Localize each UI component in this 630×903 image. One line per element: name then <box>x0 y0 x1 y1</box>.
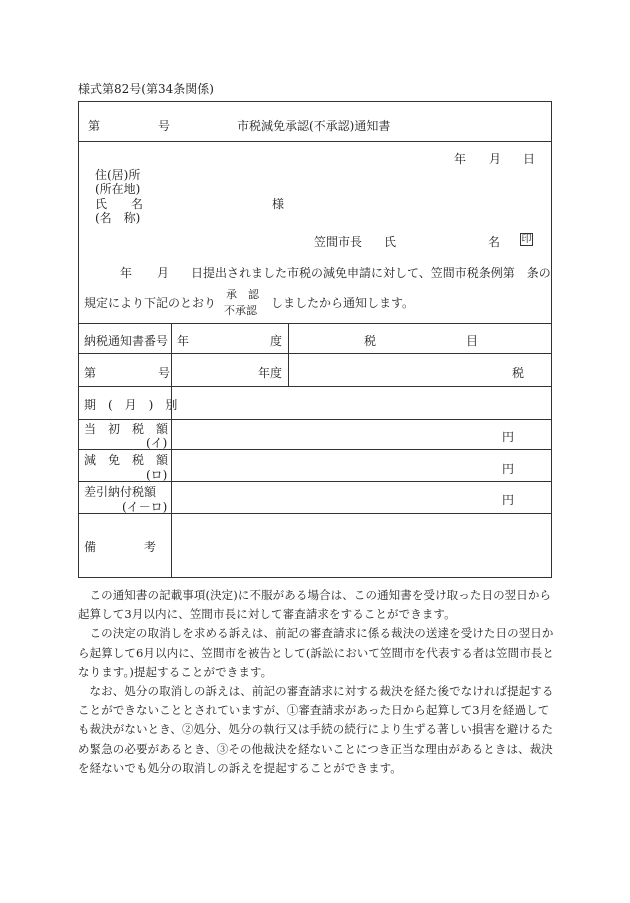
reduction-sub: (ロ) <box>146 468 168 482</box>
header-divider <box>78 141 552 142</box>
row-divider-2 <box>78 386 552 387</box>
date-month: 月 <box>489 152 502 166</box>
notice-fiscal: 度 <box>270 334 283 348</box>
header-go: 号 <box>158 119 171 133</box>
balance-sub: (イ－ロ) <box>122 500 168 514</box>
honorific-sama: 様 <box>272 197 285 211</box>
year-column-divider <box>288 323 289 386</box>
row-divider-1 <box>78 353 552 354</box>
date-day: 日 <box>523 152 536 166</box>
body-divider <box>78 323 552 324</box>
period-label: 期 ( 月 ) 別 <box>84 398 178 412</box>
approve-option: 承 認 <box>226 288 259 301</box>
notice-tax: 税 <box>364 334 377 348</box>
body-line2-start: 規定により下記のとおり <box>84 296 217 310</box>
header-dai: 第 <box>88 119 101 133</box>
initial-tax-label: 当 初 税 額 <box>84 422 169 436</box>
number-dai: 第 <box>84 366 97 380</box>
disapprove-option: 不承認 <box>224 304 257 317</box>
reduction-label: 減 免 税 額 <box>84 453 169 467</box>
note-paragraph-3: なお、処分の取消しの訴えは、前記の審査請求に対する裁決を経た後でなければ提起することができないこととされていますが、①審査請求があった日から起算して3月を経過しても裁決がないとき、②処分、処分の執行又は手続の続行により生ずる著しい損害を避けるため緊急の必要があるとき、③その他裁決を経ないことにつき正当な理由があるときは、裁決を経ないでも処分の取消しの訴えを提起することができます。 <box>78 684 554 775</box>
reduction-unit: 円 <box>502 462 515 476</box>
body-year: 年 <box>120 266 133 280</box>
number-zei: 税 <box>512 366 525 380</box>
issuer-shi: 氏 <box>384 235 397 249</box>
number-go: 号 <box>158 366 171 380</box>
appeal-notes <box>78 586 554 778</box>
body-line2-end: しましたから通知します。 <box>271 296 415 310</box>
note-paragraph-2: この決定の取消しを求める訴えは、前記の審査請求に係る裁決の送達を受けた日の翌日から起算して6月以内に、笠間市を被告として(訴訟において笠間市を代表する者は笠間市長となります。)提起することができます。 <box>78 626 554 679</box>
notice-number-label: 納税通知書番号 <box>84 334 169 348</box>
form-number: 様式第82号(第34条関係) <box>78 82 214 96</box>
address-label: 住(居)所 <box>95 168 141 182</box>
name-label-sub: (名 称) <box>95 211 141 225</box>
notice-item: 目 <box>466 334 479 348</box>
number-nendo: 年度 <box>258 366 283 380</box>
issuer-title: 笠間市長 <box>314 235 363 249</box>
body-month: 月 <box>157 266 170 280</box>
note-paragraph-1: この通知書の記載事項(決定)に不服がある場合は、この通知書を受け取った日の翌日から起算して3月以内に、笠間市長に対して審査請求をすることができます。 <box>78 588 552 622</box>
issuer-mei: 名 <box>488 235 501 249</box>
name-label: 氏 名 <box>95 197 144 211</box>
balance-unit: 円 <box>502 493 515 507</box>
form-title: 市税減免承認(不承認)通知書 <box>237 119 391 133</box>
date-year: 年 <box>454 152 467 166</box>
initial-tax-unit: 円 <box>502 430 515 444</box>
initial-tax-sub: (イ) <box>146 436 168 450</box>
balance-label: 差引納付税額 <box>84 485 157 499</box>
seal-mark: 印 <box>521 234 532 245</box>
body-line1: 日提出されました市税の減免申請に対して、笠間市税条例第 条の <box>191 266 551 280</box>
notice-year: 年 <box>177 334 190 348</box>
address-label-sub: (所在地) <box>95 182 141 196</box>
label-column-divider <box>171 323 172 578</box>
remarks-label: 備 考 <box>84 540 157 554</box>
